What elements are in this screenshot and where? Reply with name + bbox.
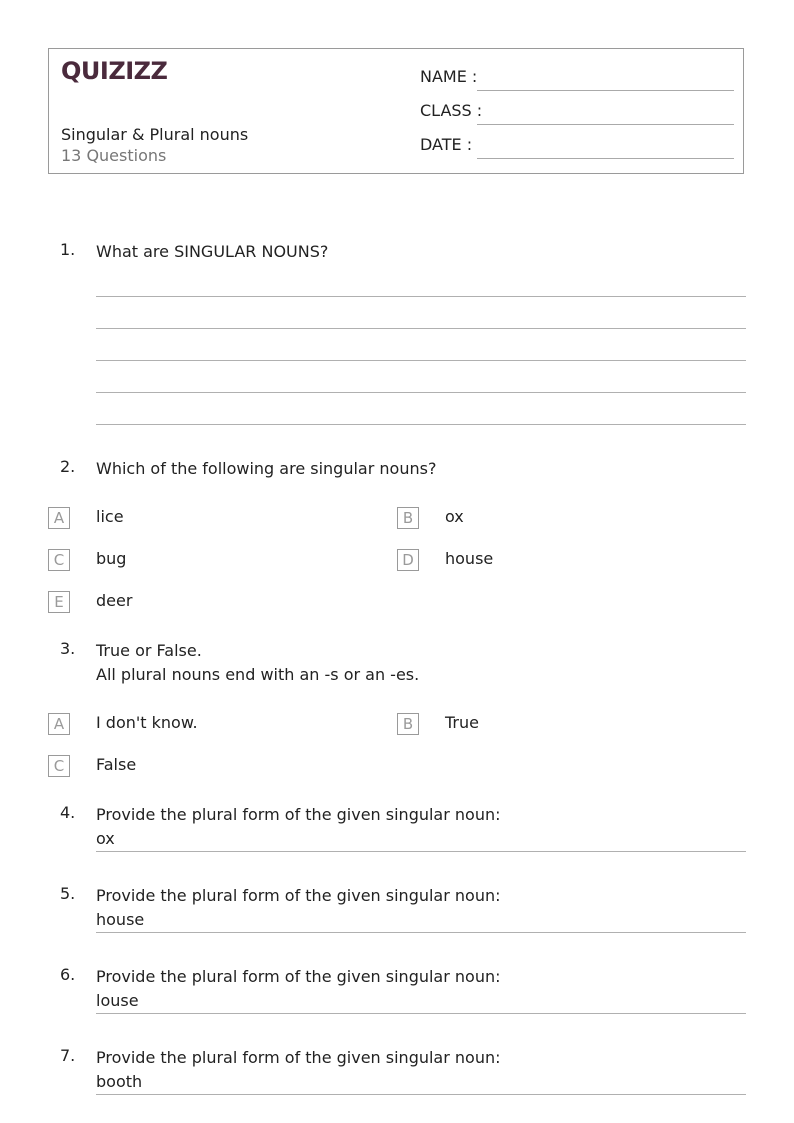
answer-line[interactable] <box>96 424 746 425</box>
answer-line[interactable] <box>96 360 746 361</box>
name-field[interactable] <box>477 90 734 91</box>
given-word: house <box>96 910 145 929</box>
question-text: Provide the plural form of the given singular noun: <box>96 1048 501 1067</box>
answer-line[interactable] <box>96 296 746 297</box>
option-letter-box[interactable]: E <box>48 591 70 613</box>
question-number: 6. <box>60 965 76 984</box>
name-label: NAME : <box>420 67 478 86</box>
question-number: 2. <box>60 457 76 476</box>
question-number: 3. <box>60 639 76 658</box>
date-field[interactable] <box>477 158 734 159</box>
given-word: ox <box>96 829 115 848</box>
answer-line[interactable] <box>96 1070 746 1095</box>
option-text: bug <box>96 549 127 568</box>
name-row <box>420 67 734 91</box>
given-word: booth <box>96 1072 143 1091</box>
date-row <box>420 135 734 159</box>
question-number: 4. <box>60 803 76 822</box>
option-text: False <box>96 755 137 774</box>
date-label: DATE : <box>420 135 473 154</box>
option-letter-box[interactable]: B <box>397 713 419 735</box>
answer-line[interactable] <box>96 827 746 852</box>
option-text: lice <box>96 507 124 526</box>
question-number: 5. <box>60 884 76 903</box>
option-text: I don't know. <box>96 713 198 732</box>
question-text-line2: All plural nouns end with an -s or an -es. <box>96 665 420 684</box>
option-text: True <box>445 713 479 732</box>
class-row <box>420 101 734 125</box>
worksheet-header <box>48 48 744 174</box>
worksheet-title: Singular & Plural nouns <box>61 125 249 144</box>
option-letter-box[interactable]: C <box>48 755 70 777</box>
option-letter-box[interactable]: D <box>397 549 419 571</box>
answer-line[interactable] <box>96 328 746 329</box>
option-text: ox <box>445 507 464 526</box>
option-letter-box[interactable]: B <box>397 507 419 529</box>
option-text: deer <box>96 591 133 610</box>
question-text: Provide the plural form of the given singular noun: <box>96 886 501 905</box>
option-letter-box[interactable]: C <box>48 549 70 571</box>
question-text: Provide the plural form of the given singular noun: <box>96 967 501 986</box>
given-word: louse <box>96 991 139 1010</box>
question-text: Provide the plural form of the given singular noun: <box>96 805 501 824</box>
question-count: 13 Questions <box>61 146 167 165</box>
question-number: 7. <box>60 1046 76 1065</box>
option-letter-box[interactable]: A <box>48 713 70 735</box>
answer-line[interactable] <box>96 392 746 393</box>
question-text: What are SINGULAR NOUNS? <box>96 242 329 261</box>
answer-line[interactable] <box>96 908 746 933</box>
option-text: house <box>445 549 494 568</box>
class-field[interactable] <box>477 124 734 125</box>
quizizz-logo: QUIZIZZ <box>61 57 168 85</box>
question-text: Which of the following are singular nouns? <box>96 459 437 478</box>
question-number: 1. <box>60 240 76 259</box>
class-label: CLASS : <box>420 101 483 120</box>
option-letter-box[interactable]: A <box>48 507 70 529</box>
answer-line[interactable] <box>96 989 746 1014</box>
question-text-line1: True or False. <box>96 641 202 660</box>
